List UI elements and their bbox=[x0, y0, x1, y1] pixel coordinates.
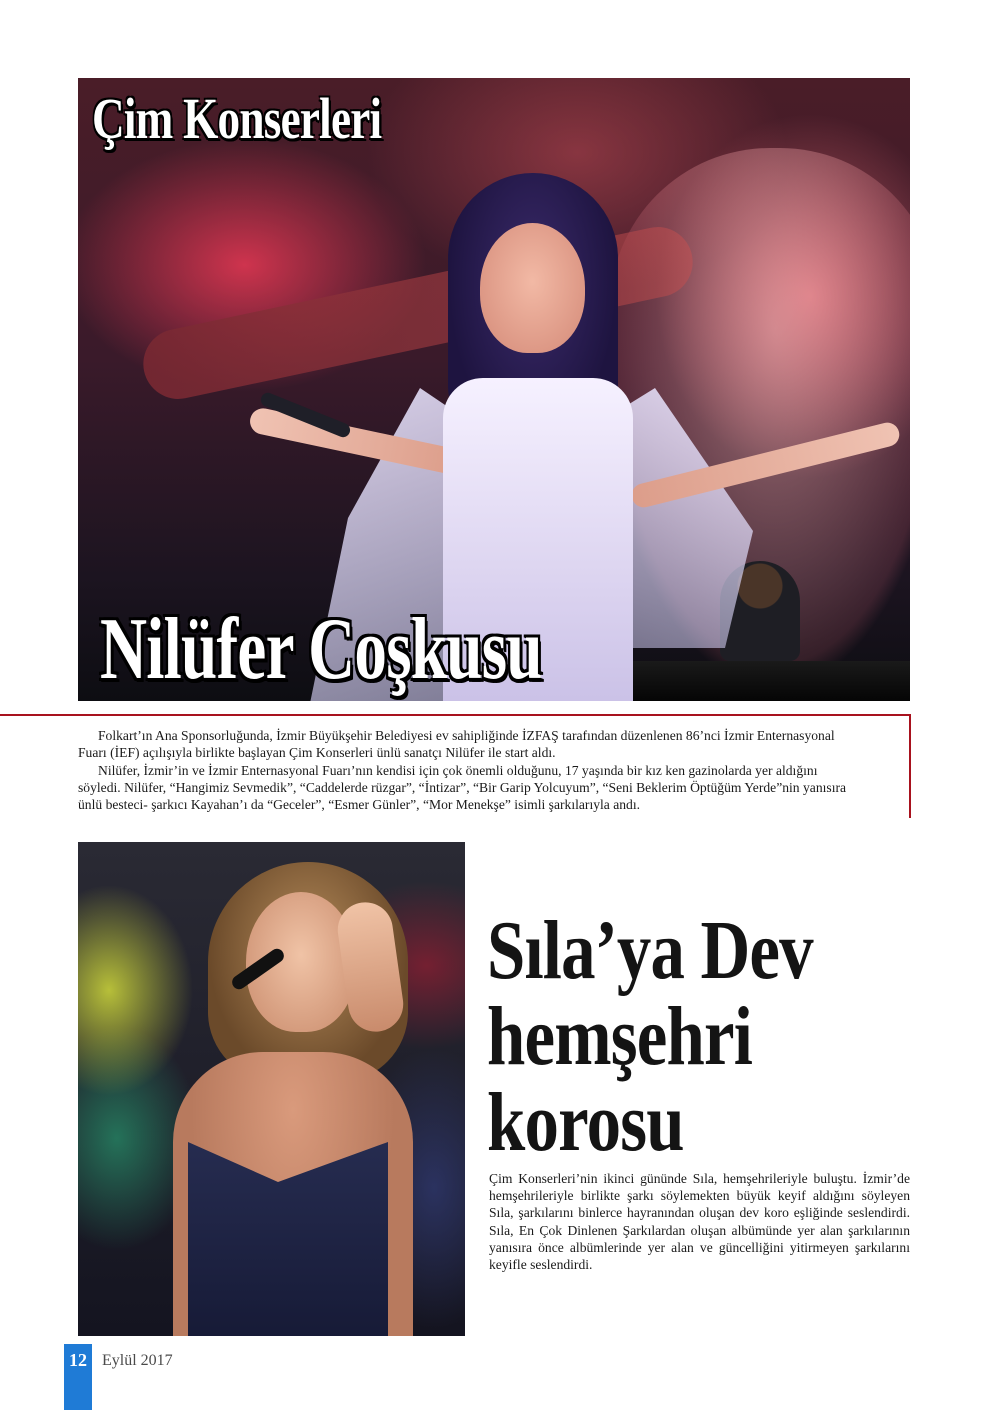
article1-title: Nilüfer Coşkusu bbox=[100, 601, 542, 698]
nilufer-concert-photo bbox=[78, 78, 910, 701]
red-divider-vertical bbox=[909, 714, 911, 818]
headline-line: Sıla’ya Dev bbox=[487, 904, 813, 997]
red-divider-horizontal bbox=[0, 714, 910, 716]
article2-body: Çim Konserleri’nin ikinci gününde Sıla, hemşehrileriyle buluştu. İzmir’de hemşehrileriyle birlikte şarkı söylemekten büyük keyif aldığını söyleyen Sıla, şarkılarını binlerce hayranından oluşan dev koro eşliğinde seslendirdi. Sıla, En Çok Dinlenen Şarkılardan oluşan albümünde yer alan şarkılarının yanısıra önce albümlerinde yer alan ve güncelliğini yitirmeyen şarkılarını keyifle seslendirdi. bbox=[489, 1171, 910, 1273]
article1-body bbox=[78, 727, 860, 813]
article2-headline bbox=[487, 904, 831, 1169]
headline-line: hemşehri bbox=[487, 990, 753, 1083]
article1-paragraph: Nilüfer, İzmir’in ve İzmir Enternasyonal Fuarı’nın kendisi için çok önemli olduğunu, 17 yaşında bir kız ken gazinolarda yer aldığını söyledi. Nilüfer, “Hangimiz Sevmedik”, “Caddelerde rüzgar”, “İntizar”, “Bir Garip Yolcuyum”, “Seni Beklerim Öptüğüm Yerde”nin yanısıra ünlü besteci- şarkıcı Kayahan’ı da “Geceler”, “Esmer Günler”, “Mor Menekşe” isimli şarkılarıyla andı. bbox=[78, 762, 847, 813]
sila-concert-photo bbox=[78, 842, 465, 1336]
issue-date: Eylül 2017 bbox=[102, 1352, 173, 1369]
page-number: 12 bbox=[69, 1350, 87, 1370]
section-header: Çim Konserleri bbox=[92, 86, 382, 151]
headline-line: korosu bbox=[487, 1076, 684, 1169]
article1-paragraph: Folkart’ın Ana Sponsorluğunda, İzmir Büyükşehir Belediyesi ev sahipliğinde İZFAŞ tarafından düzenlenen 86’nci İzmir Enternasyonal Fuarı (İEF) açılışıyla birlikte başlayan Çim Konserleri ünlü sanatçı Nilüfer ile start aldı. bbox=[78, 728, 835, 761]
